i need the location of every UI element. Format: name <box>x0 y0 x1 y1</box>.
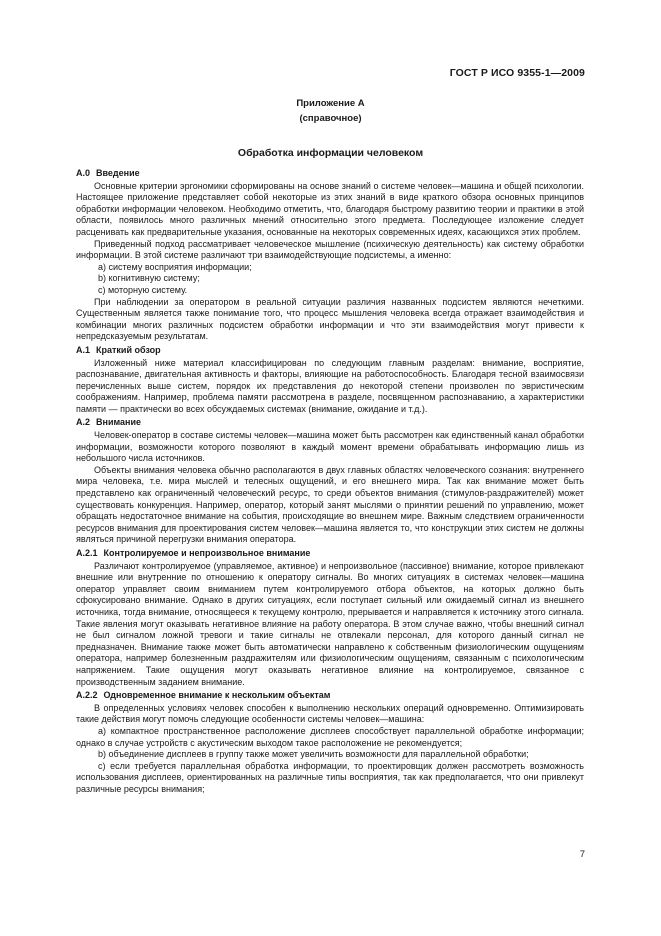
paragraph: Основные критерии эргономики сформированы на основе знаний о системе человек—машина и общей психологии. Настоящее приложение представляет собой некоторые из этих знаний в виде краткого обзора основных принципов обработки информации человеком. Необходимо отметить, что, благодаря быстрому развитию теории и практики в этой области, появилось много различных мнений относительно этого предмета. Последующее изложение следует расценивать как предварительные указания, основанные на некоторых современных идеях, касающихся этих проблем. <box>76 180 584 237</box>
list-item: a) систему восприятия информации; <box>98 261 252 272</box>
paragraph: Приведенный подход рассматривает человеческое мышление (психическую деятельность) как систему обработки информации. В этой системе различают три взаимодействующие подсистемы, а именно: <box>76 238 584 261</box>
section-title: Внимание <box>96 417 142 428</box>
list-item: a) компактное пространственное расположение дисплеев способствует параллельной обработке информации; однако в случае устройств с акустическим выходом такое расположение не рекомендуется; <box>76 725 584 748</box>
section-number: А.1 <box>76 344 91 355</box>
section-title: Одновременное внимание к нескольким объектам <box>103 690 331 701</box>
section-number: А.2.2 <box>76 690 98 701</box>
appendix-heading <box>0 96 661 126</box>
document-body <box>76 166 584 795</box>
paragraph: Различают контролируемое (управляемое, активное) и непроизвольное (пассивное) внимание, которое привлекают внешние или внутренние по отношению к оператору сигналы. Во многих ситуациях в системах человек—машина оператор управляет своим вниманием путем контролируемого отбора объектов, на которых должно быть сфокусировано внимание. Однако в других ситуациях, если поступает сильный или ожидаемый сигнал из внешнего источника, тогда внимание, относящееся к текущему контролю, прерывается и направляется к источнику этого сигнала. Такие явления могут оказывать негативное влияние на работу оператора. В этом случае важно, чтобы внешний сигнал не был сигналом ложной тревоги и такие сигналы не отвлекали персонал, для которого данный сигнал не предназначен. Внимание также может быть автоматически направлено к собственным физиологическим ощущениям оператора, например болезненным раздражителям или физиологическим ощущениям, связанным с психологическим напряжением. Такие ощущения могут оказывать негативное влияние на контролируемое, связанное с производственным заданием внимание. <box>76 560 584 687</box>
list-item: b) когнитивную систему; <box>98 273 200 284</box>
appendix-kind: (справочное) <box>299 113 362 124</box>
appendix-label: Приложение А <box>296 98 365 109</box>
list-item: c) моторную систему. <box>98 284 188 295</box>
section-title: Краткий обзор <box>96 344 161 355</box>
section-heading-a2 <box>76 417 584 429</box>
paragraph: Изложенный ниже материал классифицирован по следующим главным разделам: внимание, восприятие, распознавание, двигательная активность и факторы, влияющие на работоспособность. Благодаря тесной взаимосвязи перечисленных выше систем, порядок их представления до некоторой степени произволен по эвристическим соображениям. Например, проблема памяти рассмотрена в разделе, посвященном распознаванию, а характеристики памяти — практически во всех обсуждаемых системах (внимание, ожидание и т.д.). <box>76 357 584 414</box>
section-heading-a1 <box>76 345 584 357</box>
list-item: c) если требуется параллельная обработка информации, то проектировщик должен рассмотреть возможность использования дисплеев, ориентированных на различные типы восприятия, так как предполагается, что они привлекут различные ресурсы внимания; <box>76 760 584 794</box>
section-title: Контролируемое и непроизвольное внимание <box>103 548 311 558</box>
standard-header: ГОСТ Р ИСО 9355-1—2009 <box>449 67 585 79</box>
section-heading-a0 <box>76 168 584 180</box>
section-title: Введение <box>96 168 140 178</box>
document-title: Обработка информации человеком <box>237 147 424 159</box>
section-number: А.2.1 <box>76 548 98 558</box>
section-heading-a22 <box>76 690 584 702</box>
paragraph: Человек-оператор в составе системы человек—машина может быть рассмотрен как единственный канал обработки информации, возможности которого позволяют в каждый момент времени обрабатывать информацию лишь из небольшого числа источников. <box>76 430 584 464</box>
page-number: 7 <box>579 849 585 860</box>
paragraph: В определенных условиях человек способен к выполнению нескольких операций одновременно. Оптимизировать такие действия могут помочь следующие особенности системы человек—машина: <box>76 702 584 725</box>
section-heading-a21 <box>76 548 584 560</box>
section-number: А.2 <box>76 417 91 428</box>
paragraph: При наблюдении за оператором в реальной ситуации различия названных подсистем являются нечеткими. Существенным является также понимание того, что процесс мышления человека всегда отражает взаимодействия и комбинации многих различных подсистем обработки информации и что эти взаимодействия могут привести к непредсказуемым результатам. <box>76 296 584 342</box>
list-item: b) объединение дисплеев в группу также может увеличить возможности для параллельной обработки; <box>98 749 529 760</box>
paragraph: Объекты внимания человека обычно располагаются в двух главных областях человеческого сознания: внутреннего мира человека, т.е. мира мыслей и телесных ощущений, и его внешнего мира. Так как внимание может быть представлено как ограниченный человеческий ресурс, то среди объектов внимания (стимулов-раздражителей) может существовать конкуренция. Например, оператор, который занят мыслями о принятии решений по управлению, может обращать недостаточное внимание на события, происходящие во внешнем мире. Важным следствием ограниченности ресурсов внимания для проектирования систем человек—машина является то, что конструкции этих систем не должны являться причиной перегрузки внимания оператора. <box>76 464 584 545</box>
section-number: А.0 <box>76 168 91 178</box>
